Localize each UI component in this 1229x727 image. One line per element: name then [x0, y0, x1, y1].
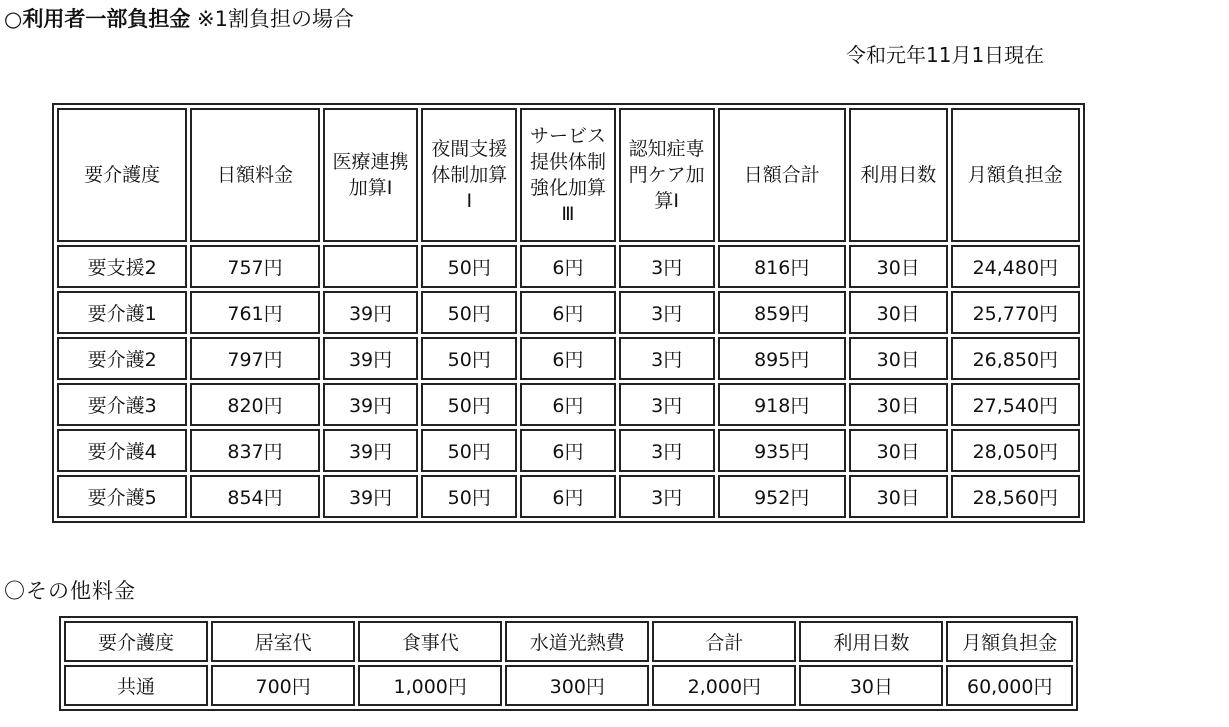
table-cell: 60,000円	[946, 665, 1073, 706]
table-cell: 30日	[799, 665, 943, 706]
title-main: 利用者一部負担金	[22, 7, 191, 31]
table-cell: 300円	[505, 665, 649, 706]
table-cell: 要介護5	[57, 475, 187, 518]
section-title-other-fees: 〇その他料金	[4, 579, 136, 603]
table-cell: 820円	[190, 383, 319, 426]
table-cell: 50円	[421, 429, 517, 472]
table-row	[57, 245, 1080, 288]
column-header-label: 月額負担金	[962, 632, 1058, 654]
table-cell: 28,050円	[951, 429, 1080, 472]
as-of-date: 令和元年11月1日現在	[846, 43, 1045, 67]
table-cell: 30日	[849, 383, 948, 426]
table-cell: 要介護4	[57, 429, 187, 472]
table-row	[57, 429, 1080, 472]
column-header-label: 日額料金	[217, 164, 294, 186]
table-cell: 3円	[619, 291, 715, 334]
table-cell: 854円	[190, 475, 319, 518]
column-header-label: 水道光熱費	[529, 632, 625, 654]
table-cell: 39円	[323, 291, 419, 334]
table-row	[57, 383, 1080, 426]
table-cell: 要介護1	[57, 291, 187, 334]
column-header	[505, 621, 649, 662]
column-header	[951, 108, 1080, 242]
column-header-label: 要介護度	[84, 164, 161, 186]
column-header	[211, 621, 355, 662]
table-cell: 935円	[718, 429, 846, 472]
table-cell: 25,770円	[951, 291, 1080, 334]
table-cell: 39円	[323, 475, 419, 518]
table-cell: 6円	[520, 475, 616, 518]
table-cell: 761円	[190, 291, 319, 334]
column-header	[358, 621, 502, 662]
table-cell: 30日	[849, 429, 948, 472]
table-row	[57, 337, 1080, 380]
table-row	[57, 475, 1080, 518]
table-cell: 26,850円	[951, 337, 1080, 380]
table-cell: 50円	[421, 337, 517, 380]
header-row	[64, 621, 1073, 662]
table-cell: 816円	[718, 245, 846, 288]
table-cell: 30日	[849, 245, 948, 288]
column-header-label: 利用日数	[860, 164, 937, 186]
column-header-label: 月額負担金	[967, 164, 1063, 186]
table-cell: 6円	[520, 291, 616, 334]
table-cell	[323, 245, 419, 288]
column-header-label: 認知症専 門ケア加 算Ⅰ	[628, 138, 705, 212]
column-header	[718, 108, 846, 242]
column-header	[849, 108, 948, 242]
fee-table	[52, 103, 1085, 523]
column-header	[421, 108, 517, 242]
table-cell: 3円	[619, 337, 715, 380]
table-cell: 30日	[849, 337, 948, 380]
column-header-label: 合計	[705, 632, 744, 654]
column-header-label: 食事代	[401, 632, 459, 654]
title-marker: ○	[4, 7, 23, 31]
table-cell: 918円	[718, 383, 846, 426]
table-cell: 3円	[619, 245, 715, 288]
table-cell: 50円	[421, 291, 517, 334]
column-header	[799, 621, 943, 662]
table-cell: 1,000円	[358, 665, 502, 706]
table-cell: 39円	[323, 337, 419, 380]
header-row	[57, 108, 1080, 242]
title-note: ※1割負担の場合	[190, 7, 354, 31]
column-header-label: 居室代	[254, 632, 312, 654]
table-cell: 3円	[619, 383, 715, 426]
section-title-user-fee	[4, 6, 354, 32]
table-cell: 3円	[619, 429, 715, 472]
table-cell: 6円	[520, 245, 616, 288]
table-row	[64, 665, 1073, 706]
table-cell: 6円	[520, 383, 616, 426]
column-header-label: 利用日数	[833, 632, 910, 654]
table-cell: 6円	[520, 429, 616, 472]
table-cell: 797円	[190, 337, 319, 380]
column-header	[190, 108, 319, 242]
table-cell: 要介護2	[57, 337, 187, 380]
table-cell: 28,560円	[951, 475, 1080, 518]
table-cell: 27,540円	[951, 383, 1080, 426]
table-cell: 837円	[190, 429, 319, 472]
column-header	[323, 108, 419, 242]
column-header-label: サービス 提供体制 強化加算 Ⅲ	[529, 125, 606, 225]
table-cell: 895円	[718, 337, 846, 380]
table-cell: 24,480円	[951, 245, 1080, 288]
table-cell: 859円	[718, 291, 846, 334]
column-header	[57, 108, 187, 242]
other-fees-table	[59, 616, 1078, 711]
table-cell: 50円	[421, 383, 517, 426]
table-cell: 3円	[619, 475, 715, 518]
table-cell: 6円	[520, 337, 616, 380]
table-cell: 50円	[421, 475, 517, 518]
table-cell: 757円	[190, 245, 319, 288]
column-header	[619, 108, 715, 242]
table-cell: 共通	[64, 665, 208, 706]
column-header	[652, 621, 796, 662]
table-cell: 30日	[849, 291, 948, 334]
table-cell: 952円	[718, 475, 846, 518]
table-cell: 50円	[421, 245, 517, 288]
column-header	[946, 621, 1073, 662]
column-header-label: 夜間支援 体制加算 Ⅰ	[431, 138, 508, 212]
table-cell: 30日	[849, 475, 948, 518]
column-header-label: 医療連携 加算Ⅰ	[332, 151, 409, 199]
table-cell: 要介護3	[57, 383, 187, 426]
column-header-label: 日額合計	[743, 164, 820, 186]
column-header	[520, 108, 616, 242]
table-row	[57, 291, 1080, 334]
table-cell: 39円	[323, 383, 419, 426]
column-header	[64, 621, 208, 662]
table-cell: 39円	[323, 429, 419, 472]
table-cell: 700円	[211, 665, 355, 706]
column-header-label: 要介護度	[98, 632, 175, 654]
table-cell: 要支援2	[57, 245, 187, 288]
table-cell: 2,000円	[652, 665, 796, 706]
